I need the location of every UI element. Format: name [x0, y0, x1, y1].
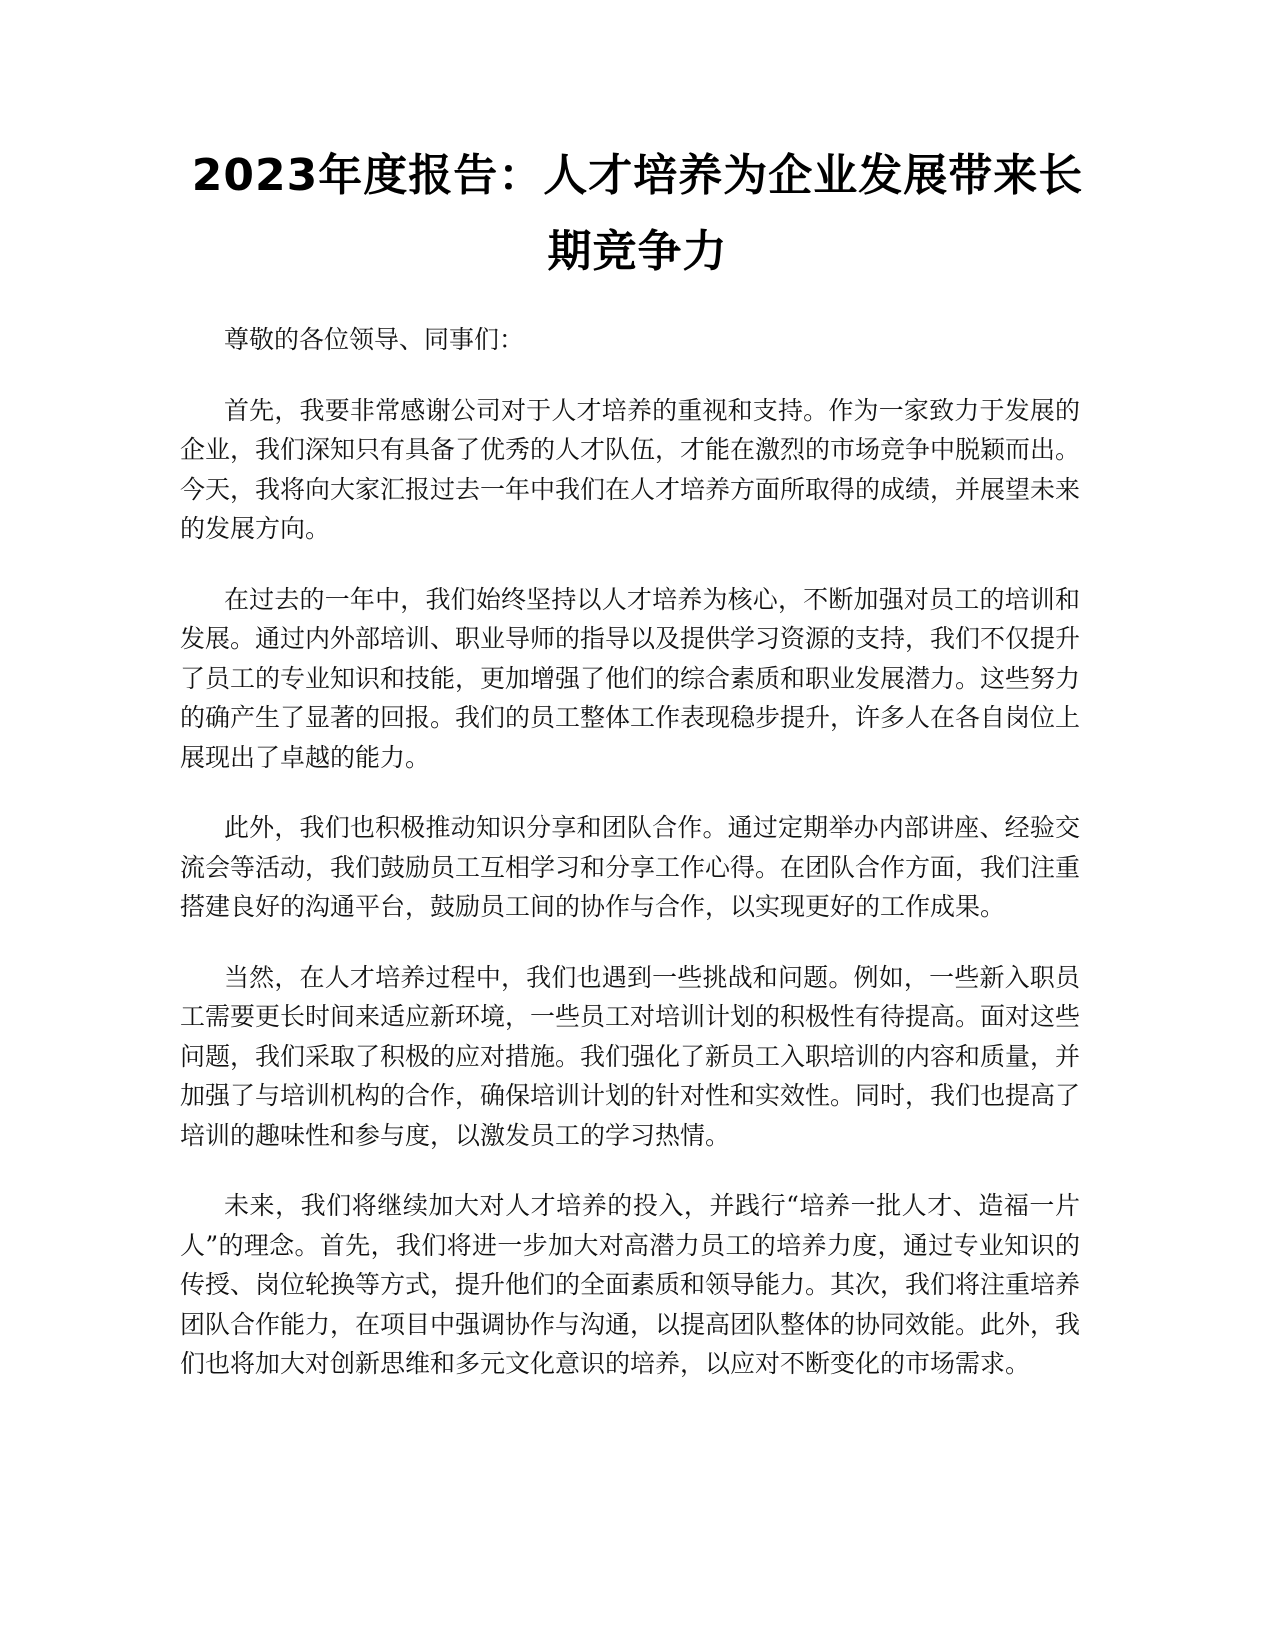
- document-body: [180, 320, 1080, 1415]
- title-line-1: 2023年度报告：人才培养为企业发展带来长: [191, 150, 1084, 201]
- title-line-2: 期竞争力: [547, 226, 728, 277]
- paragraph-1: 首先，我要非常感谢公司对于人才培养的重视和支持。作为一家致力于发展的企业，我们深知只有具备了优秀的人才队伍，才能在激烈的市场竞争中脱颖而出。今天，我将向大家汇报过去一年中我们在人才培养方面所取得的成绩，并展望未来的发展方向。: [180, 395, 1081, 543]
- greeting: 尊敬的各位领导、同事们：: [224, 325, 525, 354]
- paragraph-2: 在过去的一年中，我们始终坚持以人才培养为核心，不断加强对员工的培训和发展。通过内外部培训、职业导师的指导以及提供学习资源的支持，我们不仅提升了员工的专业知识和技能，更加增强了他们的综合素质和职业发展潜力。这些努力的确产生了显著的回报。我们的员工整体工作表现稳步提升，许多人在各自岗位上展现出了卓越的能力。: [180, 584, 1081, 772]
- paragraph-5: 未来，我们将继续加大对人才培养的投入，并践行“培养一批人才、造福一片人”的理念。首先，我们将进一步加大对高潜力员工的培养力度，通过专业知识的传授、岗位轮换等方式，提升他们的全面素质和领导能力。其次，我们将注重培养团队合作能力，在项目中强调协作与沟通，以提高团队整体的协同效能。此外，我们也将加大对创新思维和多元文化意识的培养，以应对不断变化的市场需求。: [180, 1191, 1081, 1378]
- paragraph-4: 当然，在人才培养过程中，我们也遇到一些挑战和问题。例如，一些新入职员工需要更长时间来适应新环境，一些员工对培训计划的积极性有待提高。面对这些问题，我们采取了积极的应对措施。我们强化了新员工入职培训的内容和质量，并加强了与培训机构的合作，确保培训计划的针对性和实效性。同时，我们也提高了培训的趣味性和参与度，以激发员工的学习热情。: [180, 962, 1081, 1150]
- paragraph-3: 此外，我们也积极推动知识分享和团队合作。通过定期举办内部讲座、经验交流会等活动，我们鼓励员工互相学习和分享工作心得。在团队合作方面，我们注重搭建良好的沟通平台，鼓励员工间的协作与合作，以实现更好的工作成果。: [180, 813, 1081, 921]
- document-title: [150, 138, 1125, 290]
